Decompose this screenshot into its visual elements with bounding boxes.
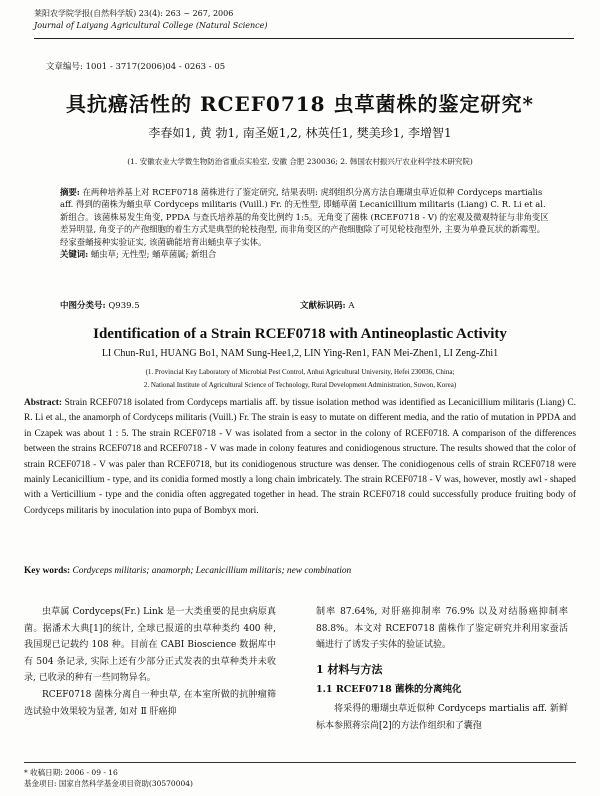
journal-header-en: Journal of Laiyang Agricultural College (Natural Science) [34,21,268,30]
article-number: 文章编号: 1001 - 3717(2006)04 - 0263 - 05 [46,62,226,72]
keywords-en-text: Cordyceps militaris; anamorph; Lecanicillium militaris; new combination [72,566,352,576]
abstract-cn-label: 摘要: [60,187,80,197]
affiliation-cn: (1. 安徽农业大学微生物防治省重点实验室, 安徽 合肥 230036; 2. 韩国农村振兴厅农业科学技术研究院) [127,157,473,166]
doc-code [300,300,354,312]
affiliation-en-2: 2. National Institute of Agricultural Science of Technology, Rural Development Administration, Suwon, Korea) [143,381,457,389]
doc-code-label: 文献标识码: [300,301,346,311]
authors-cn: 李春如1, 黄 勃1, 南圣姬1,2, 林英任1, 樊美珍1, 李增智1 [148,126,452,140]
footnote-received: * 收稿日期: 2006 - 09 - 16 [24,768,118,777]
body-right-paragraph-2: 将采得的珊瑚虫草近似种 Cordyceps martialis aff. 新鲜标本参照蒋宗尚[2]的方法作组织和了囊孢 [316,703,568,731]
body-left-paragraph-1: 虫草属 Cordyceps(Fr.) Link 是一大类重要的昆虫病原真菌。据潘术大典[1]的统计, 全球已报道的虫草种类约 400 种, 我国现已记载约 108 种。目前在 CABI Bioscience 数据库中有 504 条记录, 实际上还有少部分正式发表的虫草种类并未收录, 已收录的种有一些同物异名。 [24,607,276,684]
body-column-right [316,604,568,734]
journal-header [34,8,574,32]
body-left-paragraph-2: RCEF0718 菌株分离自一种虫草, 在本室所做的抗肿瘤筛选试验中效果较为显著, 如对 Ⅱ 肝癌抑 [24,689,276,717]
affiliation-en [0,366,600,392]
abstract-cn-text: 在两种培养基上对 RCEF0718 菌株进行了鉴定研究, 结果表明: 虎纲组织分离方法自珊瑚虫草近似种 Cordyceps martialis aff. 得到的菌株为蛹虫草 Cordyceps militaris (Vuill.) Fr. 的无性型, 即蛹草菌 Lecanicillium militaris (Liang) C. R. Li et al. 新组合。该菌株易发生角变, PPDA 与查氏培养基的角变比例约 1:5。无角变了菌株 (RCEF0718 - V) 的宏观及微观特征与非角变区差异明显, 角变子的产孢细胞的着生方式是典型的轮枝孢型, 而非角变区的产孢细胞除了可见轮枝孢型外, 主要为单叠瓦状的新霉型。经家蚕蛹接种实验证实, 该菌确能培育出蛹虫草子实体。 [60,187,549,247]
keywords-cn-label: 关键词: [60,249,89,260]
title-cn: 具抗癌活性的 RCEF0718 虫草菌株的鉴定研究* [65,92,535,116]
classification-row [60,300,550,312]
clc-label: 中图分类号: [60,301,106,311]
abstract-en [24,396,576,519]
affiliation-en-1: (1. Provincial Key Laboratory of Microbial Pest Control, Anhui Agricultural University, Hefei 230036, China; [145,368,455,376]
authors-en: LI Chun-Ru1, HUANG Bo1, NAM Sung-Hee1,2, LIN Ying-Ren1, FAN Mei-Zhen1, LI Zeng-Zhi1 [101,348,499,359]
keywords-en [24,566,576,576]
body-column-left [24,604,276,720]
section-heading-1: 1 材料与方法 [316,662,383,676]
abstract-en-label: Abstract: [24,398,63,408]
title-en: Identification of a Strain RCEF0718 with Antineoplastic Activity [93,326,507,342]
keywords-cn-text: 蛹虫草; 无性型; 蛹草菌属; 新组合 [90,249,217,260]
footnotes [24,762,576,789]
footnote-fund: 基金项目: 国家自然科学基金项目资助(30570004) [24,779,193,788]
keywords-cn [60,248,550,260]
section-heading-1-1: 1.1 RCEF0718 菌株的分离纯化 [316,684,462,696]
journal-header-cn: 莱阳农学院学报(自然科学版) 23(4): 263 ~ 267, 2006 [34,9,234,18]
abstract-en-text: Strain RCEF0718 isolated from Cordyceps martialis aff. by tissue isolation method was identified as Lecanicillium militaris (Liang) C. R. Li et al., the anamorph of Cordyceps militaris (Vuill.) Fr. The strain is easy to mutate on different media, and the ratio of mutation in PPDA and in Czapek was about 1 : 5. The strain RCEF0718 - V was isolated from a sector in the colony of RCEF0718. A comparison of the differences between the strains RCEF0718 and RCEF0718 - V was made in colony features and conidiogenous structure. The results showed that the color of strain RCEF0718 - V was paler than RCEF0718, but its conidiogenous structure was denser. The conidiogenous cells of strain RCEF0718 were mainly Lecanicillium - type, and its conidia formed mostly a long chain imbricately. The strain RCEF0718 - V was, however, mostly awl - shaped with a Verticillium - type and the conidia often aggregated together in head. The strain RCEF0718 could successfully produce fruiting body of Cordyceps militaris by inoculation into pupa of Bombyx mori. [24,398,576,516]
abstract-cn [60,186,550,260]
body-right-paragraph-1: 制率 87.64%, 对肝癌抑制率 76.9% 以及对结肠癌抑制率 88.8%。本文对 RCEF0718 菌株作了鉴定研究并利用家蚕活蛹进行了诱发子实体的验证试验。 [316,607,568,651]
clc-value: Q939.5 [108,301,140,311]
doc-code-value: A [348,301,355,311]
header-rule [34,38,574,39]
keywords-en-label: Key words: [24,566,71,576]
